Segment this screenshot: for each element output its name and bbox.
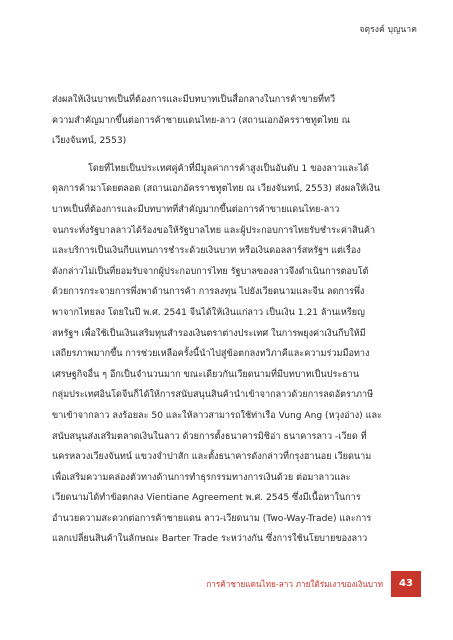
running-header-author: จตุรงค์ บุญนาค: [359, 25, 417, 35]
text-line: นครหลวงเวียงจันทน์ แขวงจำปาสัก และตั้งธนาคารดังกล่าวที่กรุงฮานอย เวียดนาม: [52, 452, 372, 463]
text-line: จนกระทั่งรัฐบาลลาวได้ร้องขอให้รัฐบาลไทย และผู้ประกอบการไทยรับชำระค่าสินค้า: [52, 225, 376, 236]
text-line: ความสำคัญมากขึ้นต่อการค้าชายแดนไทย-ลาว (สถานเอกอัครราชทูตไทย ณ: [52, 115, 351, 126]
text-line: กลุ่มประเทศอินโดจีนก็ได้ให้การสนับสนุนสินค้านำเข้าจากลาวด้วยการลดอัตราภาษี: [52, 390, 374, 401]
text-line: ดุลการค้ามาโดยตลอด (สถานเอกอัครราชทูตไทย ณ เวียงจันทน์, 2553) ส่งผลให้เงิน: [52, 184, 380, 195]
paragraph-continued: [52, 90, 405, 152]
text-line: บาทเป็นที่ต้องการและมีบทบาทที่สำคัญมากขึ้นต่อการค้าขายแดนไทย-ลาว: [52, 204, 340, 215]
text-line: แลกเปลี่ยนสินค้าในลักษณะ Barter Trade ระหว่างกัน ซึ่งการใช้นโยบายของลาว: [52, 534, 368, 545]
text-line: เศรษฐกิจอื่น ๆ อีกเป็นจำนวนมาก ขณะเดียวกันเวียดนามที่มีบทบาทเป็นประธาน: [52, 369, 360, 380]
text-line: สนับสนุนส่งเสริมตลาดเงินในลาว ด้วยการตั้งธนาคารมิชิอ่า ธนาคารลาว -เวียด ที่: [52, 431, 367, 442]
text-line-first: โดยที่ไทยเป็นประเทศคู่ค้าที่มีมูลค่าการค้าสูงเป็นอันดับ 1 ของลาวและได้: [88, 163, 369, 174]
text-line: เวียงจันทน์, 2553): [52, 136, 127, 147]
text-line: และบริการเป็นเงินกีบแทนการชำระด้วยเงินบาท หรือเงินดอลลาร์สหรัฐฯ แต่เรื่อง: [52, 246, 361, 257]
page-footer: [0, 571, 453, 601]
text-line: ส่งผลให้เงินบาทเป็นที่ต้องการและมีบทบาทเป็นสื่อกลางในการค้าขายที่ทวี: [52, 95, 336, 105]
text-line: ดังกล่าวไม่เป็นที่ยอมรับจากผู้ประกอบการไทย รัฐบาลของลาวจึงดำเนินการตอบโต้: [52, 266, 369, 277]
text-line: พาจากไทยลง โดยในปี พ.ศ. 2541 จีนได้ให้เงินแก่ลาว เป็นเงิน 1.21 ล้านเหรียญ: [52, 307, 365, 318]
text-line: เสถียรภาพมากขึ้น การช่วยเหลือครั้งนี้นำไปสู่ข้อตกลงทวิภาคีและความร่วมมือทาง: [52, 349, 370, 360]
text-line: อำนวยความสะดวกต่อการค้าชายแดน ลาว-เวียดนาม (Two-Way-Trade) และการ: [52, 513, 372, 524]
running-footer-title: การค้าชายแดนไทย-ลาว ภายใต้ร่มเงาของเงินบาท: [206, 579, 383, 589]
paragraph-main: [52, 159, 405, 550]
text-line: สหรัฐฯ เพื่อใช้เป็นเงินเสริมทุนสำรองเงินตราต่างประเทศ ในการพยุงค่าเงินกีบให้มี: [52, 328, 366, 339]
text-line: เพื่อเสริมความคล่องตัวทางด้านการทำธุรกรรมทางการเงินด้วย ต่อมาลาวและ: [52, 472, 351, 483]
text-line: ขาเข้าจากลาว ลงร้อยละ 50 และให้ลาวสามารถใช้ท่าเรือ Vung Ang (หวุงอ่าง) และ: [52, 410, 382, 421]
text-line: เวียดนามได้ทำข้อตกลง Vientiane Agreement พ.ศ. 2545 ซึ่งมีเนื้อหาในการ: [52, 493, 361, 504]
body-text: [52, 90, 405, 550]
text-line: ด้วยการกระจายการพึ่งพาด้านการค้า การลงทุน ไปยังเวียดนามและจีน ลดการพึ่ง: [52, 287, 365, 298]
page-number-badge: 43: [391, 571, 421, 597]
